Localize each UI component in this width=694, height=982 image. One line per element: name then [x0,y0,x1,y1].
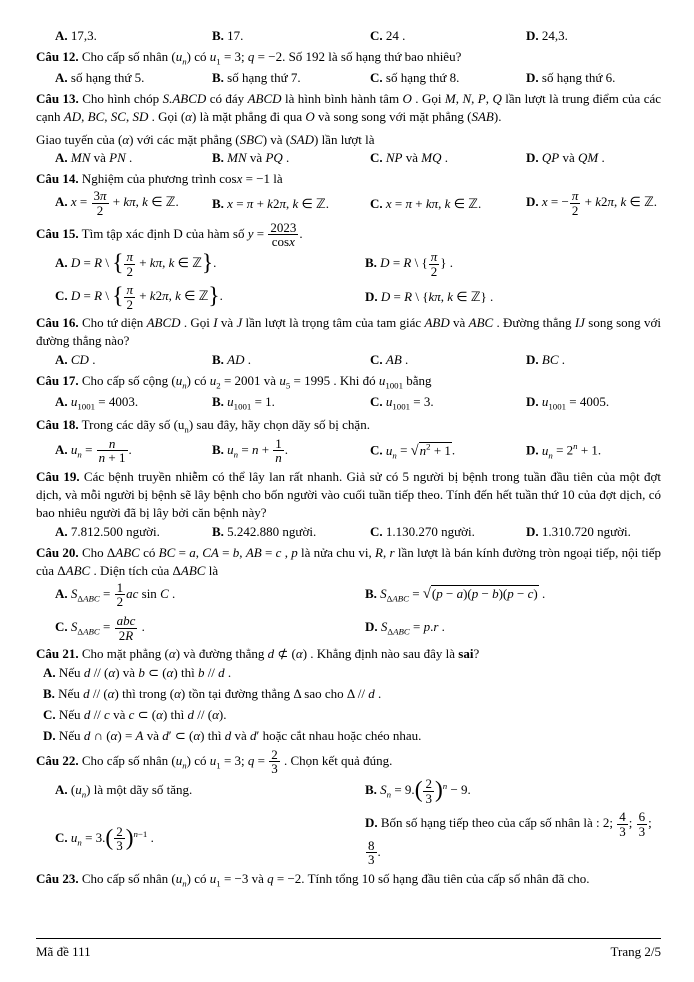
question-q20 [36,544,661,642]
option-label: D. [365,815,378,831]
option-label: B. [212,195,224,211]
question-q19 [36,468,661,541]
option-label: B. [43,686,55,702]
question-number: Câu 17. [36,373,79,389]
question-number: Câu 16. [36,315,79,331]
question-number: Câu 21. [36,646,79,662]
option-label: D. [526,150,539,166]
question-stem: Câu 23. Cho cấp số nhân $(u_n)$ có $u_1 = -3$ và q = −2. Tính tổng 10 số hạng đầu tiên của cấp số nhân đã cho. [36,870,590,889]
option-q21-A: A. Nếu d // (α) và b ⊂ (α) thì b // d . [43,665,232,681]
option-label: D. [365,619,378,635]
option-q18-D: D. $u_n = 2^n + 1$. [526,441,602,461]
option-label: B. [365,586,377,602]
option-q12-B: B. số hạng thứ 7. [212,69,301,85]
option-label: D. [365,289,378,305]
option-q17-C: C. $u_{1001} = 3$. [370,394,434,412]
option-label: B. [365,782,377,798]
option-label: D. [526,523,539,539]
option-q12-A: A. số hạng thứ 5. [55,69,145,85]
option-label: C. [370,352,383,368]
option-q13-A: A. MN và PN . [55,150,133,166]
option-label: C. [370,523,383,539]
option-q21-C: C. Nếu d // c và c ⊂ (α) thì d // (α). [43,706,227,722]
option-label: D. [526,69,539,85]
option-q15-C: C. D = R \ { $\frac{\pi}{2}$ + k2π, k ∈ ℤ}. [55,282,223,312]
option-label: B. [212,69,224,85]
option-q19-C: C. 1.130.270 người. [370,523,475,539]
option-q20-D: D. $S_{\Delta ABC} = p.r$ . [365,619,445,637]
option-label: A. [55,255,68,271]
question-stem: Câu 12. Cho cấp số nhân $(u_n)$ có $u_1 = 3$; q = −2. Số 192 là số hạng thứ bao nhiêu? [36,48,462,67]
question-stem: Câu 13. Cho hình chóp S.ABCD có đáy ABCD là hình bình hành tâm O . Gọi M, N, P, Q lần lượt là trung điểm của các cạnh AD, BC, SC, SD . Gọi (α) là mặt phẳng đi qua O và song song với mặt phẳng (SAB). [36,90,662,124]
question-q13 [36,90,661,168]
option-label: C. [55,288,68,304]
option-q22-A: A. $(u_n)$ là một dãy số tăng. [55,782,193,800]
option-q18-B: B. $u_n = n$ + $\frac{1}{n}$ . [212,435,289,466]
option-q15-D: D. D = R \ {kπ, k ∈ ℤ} . [365,289,494,305]
options-row [36,581,661,643]
option-q12-C: C. số hạng thứ 8. [370,69,460,85]
option-label: A. [55,352,68,368]
option-label: A. [55,194,68,210]
option-q11-answers-B: B. 17. [212,28,244,43]
question-stem: Câu 20. Cho ΔABC có BC = a, CA = b, AB = c , p là nửa chu vi, R, r lần lượt là bán kính đường tròn ngoại tiếp, nội tiếp của ΔABC . Diện tích của ΔABC là [36,544,662,578]
option-label: A. [55,585,68,601]
option-q15-B: B. D = R \ { $\frac{\pi}{2}$ } . [365,248,453,279]
question-stem: Câu 18. Trong các dãy số $(u_n)$ sau đây, hãy chọn dãy số bị chặn. [36,416,370,435]
option-label: C. [370,394,383,410]
question-number: Câu 15. [36,225,79,241]
option-q18-C: C. $u_n = √n^2 + 1$. [370,441,456,461]
option-q19-A: A. 7.812.500 người. [55,523,160,539]
option-q13-B: B. MN và PQ . [212,150,290,166]
question-q23 [36,870,661,890]
option-q20-A: A. $S_{\Delta ABC}$ = $\frac{1}{2}$ ac sin C . [55,579,176,610]
option-q21-B: B. Nếu d // (α) thì trong (α) tồn tại đường thẳng Δ sao cho Δ // d . [43,686,382,702]
option-label: C. [370,28,383,43]
option-q16-D: D. BC . [526,352,566,368]
question-number: Câu 22. [36,752,79,768]
question-q22 [36,748,661,867]
option-label: A. [55,150,68,166]
option-label: B. [212,523,224,539]
option-q14-B: B. x = π + k2π, k ∈ ℤ. [212,195,329,211]
option-label: D. [526,28,539,43]
option-label: B. [212,352,224,368]
question-number: Câu 23. [36,870,79,886]
option-q15-A: A. D = R \ { $\frac{\pi}{2}$ + kπ, k ∈ ℤ}. [55,248,217,279]
question-stem: Câu 16. Cho tứ diện ABCD . Gọi I và J lần lượt là trọng tâm của tam giác ABD và ABC . Đường thẳng IJ song song với đường thẳng nào? [36,315,661,349]
option-q14-C: C. x = π + kπ, k ∈ ℤ. [370,195,482,211]
question-q15 [36,221,661,312]
option-q22-D: D. Bốn số hạng tiếp theo của cấp số nhân là : 2; $\frac{4}{3}$ ; $\frac{6}{3}$ ; $\frac{8}{3}$ . [365,809,652,868]
option-q11-answers-C: C. 24 . [370,28,406,43]
options-row [36,189,661,217]
options-row [36,149,661,167]
option-q14-D: D. x = − $\frac{\pi}{2}$ + k2π, k ∈ ℤ. [526,188,658,218]
option-label: A. [55,394,68,410]
option-label: C. [55,829,68,845]
option-q19-B: B. 5.242.880 người. [212,523,317,539]
question-q21 [36,645,661,745]
option-label: B. [365,255,377,271]
options-row [36,27,661,45]
option-q22-C: C. $u_n = 3$.( $\frac{2}{3}$ )$^{n-1}$ . [55,823,154,854]
option-label: A. [55,441,68,457]
option-label: C. [55,619,68,634]
option-q20-B: B. $S_{\Delta ABC} = √(p - a)(p - b)(p - c)$ . [365,586,546,604]
option-q16-A: A. CD . [55,352,96,368]
option-label: D. [526,194,539,210]
options-row [36,437,661,465]
option-q17-D: D. $u_{1001} = 4005$. [526,394,610,412]
option-q16-B: B. AD . [212,352,252,368]
question-number: Câu 20. [36,544,79,560]
option-label: A. [55,28,68,43]
option-label: D. [526,442,539,458]
option-q17-B: B. $u_{1001} = 1$. [212,394,275,412]
options-row [36,777,661,867]
options-row [36,523,661,541]
question-stem: Câu 19. Các bệnh truyền nhiễm có thể lây lan rất nhanh. Giả sử có 5 người bị bệnh trong tuần đầu tiên của một đợt dịch, và mỗi người bị bệnh sẽ lây bệnh cho bốn người vào cuối tuần tiếp theo. Tính đến hết tuần thứ 10 của đợt dịch, có bao nhiêu người đã bị lây bởi căn bệnh này? [36,468,661,520]
page-number: Trang 2/5 [610,944,661,959]
question-stem: Câu 14. Nghiệm của phương trình cosx = −1 là [36,171,283,187]
question-number: Câu 12. [36,48,79,64]
option-label: B. [212,394,224,410]
options-row [36,69,661,87]
option-label: D. [526,352,539,368]
option-q12-D: D. số hạng thứ 6. [526,69,616,85]
option-q22-B: B. $S_n = 9$.( $\frac{2}{3}$ )$^n$ − 9. [365,776,471,806]
question-stem: Câu 21. Cho mặt phẳng (α) và đường thẳng d ⊄ (α) . Khẳng định nào sau đây là sai? [36,646,480,662]
question-q18 [36,416,661,465]
question-q11-answers [36,27,661,45]
question-stem: Câu 22. Cho cấp số nhân $(u_n)$ có $u_1 = 3$; q = $\frac{2}{3}$ . Chọn kết quả đúng. [36,746,393,777]
options-row [36,250,661,312]
option-q11-answers-D: D. 24,3. [526,28,568,43]
options-row [36,351,661,369]
question-number: Câu 18. [36,416,79,432]
question-number: Câu 19. [36,468,80,484]
option-q13-C: C. NP và MQ . [370,150,449,166]
options-row [36,664,661,745]
option-label: D. [526,394,539,410]
question-stem: Câu 17. Cho cấp số cộng $(u_n)$ có $u_2 = 2001$ và $u_5 = 1995$ . Khi đó $u_{1001}$ bằng [36,373,432,391]
option-q13-D: D. QP và QM . [526,150,605,166]
exam-code: Mã đề 111 [36,944,91,959]
option-label: C. [370,195,383,211]
question-number: Câu 14. [36,171,79,187]
option-label: D. [43,727,56,743]
option-label: C. [370,442,383,458]
options-row [36,393,661,413]
option-label: B. [212,150,224,166]
option-q21-D: D. Nếu d ∩ (α) = A và d′ ⊂ (α) thì d và d′ hoặc cắt nhau hoặc chéo nhau. [43,727,422,743]
option-label: A. [55,523,68,539]
question-q12 [36,48,661,87]
option-label: B. [212,441,224,457]
question-q17 [36,372,661,413]
option-label: A. [55,69,68,85]
option-q17-A: A. $u_{1001} = 4003$. [55,394,139,412]
question-stem-continued: Giao tuyến của (α) với các mặt phẳng (SBC) và (SAD) lần lượt là [36,131,375,147]
question-q16 [36,314,661,369]
option-q11-answers-A: A. 17,3. [55,28,97,43]
option-q20-C: C. $S_{\Delta ABC}$ = abc 2R . [55,612,145,643]
option-label: C. [370,69,383,85]
option-q16-C: C. AB . [370,352,409,368]
option-label: A. [55,782,68,798]
option-label: A. [43,665,56,681]
question-stem: Câu 15. Tìm tập xác định D của hàm số y = $\frac{2023}{\cos x}$ . [36,219,303,250]
option-label: B. [212,28,224,43]
option-q18-A: A. $u_n$ = $\frac{n}{n + 1}$ . [55,435,132,466]
option-q14-A: A. x = $\frac{3\pi}{2}$ + kπ, k ∈ ℤ. [55,188,179,218]
page-footer [36,938,661,961]
option-label: C. [370,150,383,166]
question-number: Câu 13. [36,90,79,106]
questions [36,27,661,890]
option-q19-D: D. 1.310.720 người. [526,523,631,539]
option-label: C. [43,706,56,722]
question-q14 [36,170,661,217]
